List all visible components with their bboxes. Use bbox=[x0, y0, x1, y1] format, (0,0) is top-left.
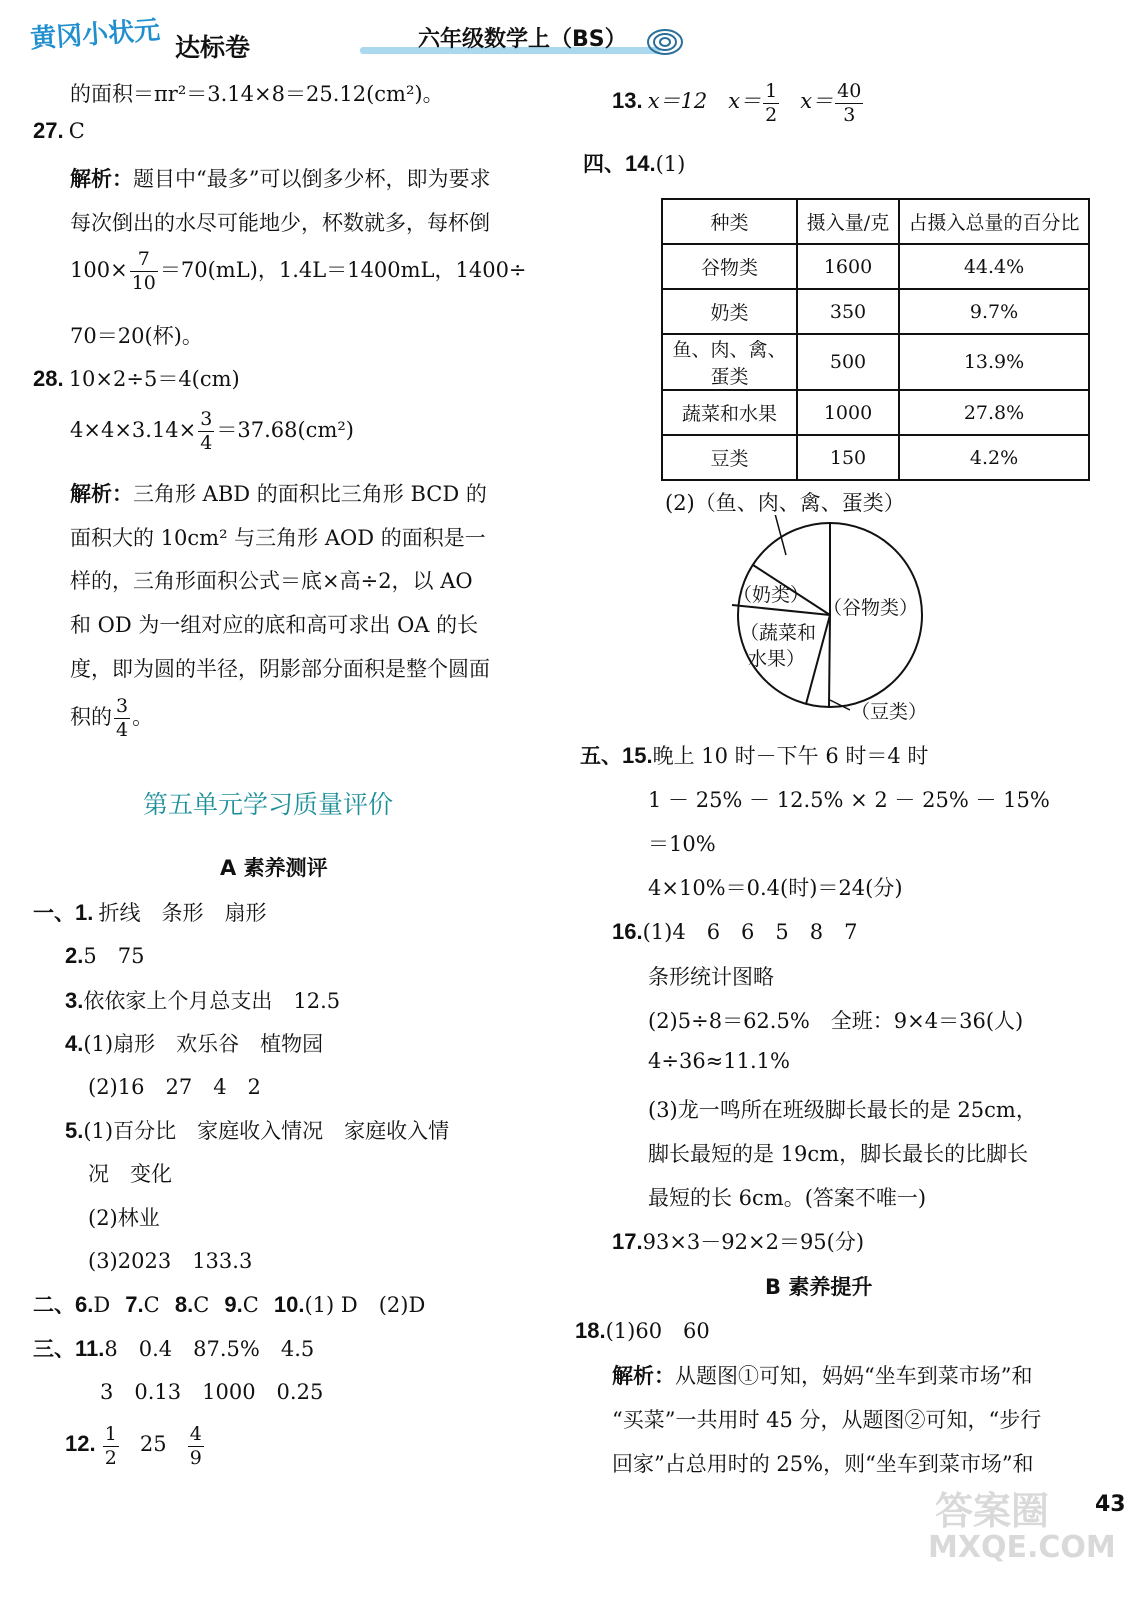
answer: 折线 条形 扇形 bbox=[98, 901, 267, 925]
question-27 bbox=[33, 118, 85, 144]
answer-line: (2)5÷8＝62.5% 全班：9×4＝36(人) bbox=[648, 1009, 1024, 1033]
answer: D bbox=[93, 1293, 111, 1317]
fraction bbox=[130, 250, 158, 293]
calc-line bbox=[70, 410, 354, 453]
explanation-label: 解析： bbox=[70, 167, 133, 191]
answer: x＝12 x＝ bbox=[647, 89, 762, 113]
explanation-text: 三角形 ABD 的面积比三角形 BCD 的 bbox=[133, 482, 487, 506]
explanation-label: 解析： bbox=[612, 1364, 675, 1388]
question-number: 14. bbox=[625, 151, 656, 176]
explanation-text: 。 bbox=[132, 705, 154, 729]
question-12 bbox=[65, 1425, 206, 1468]
table-cell: 1600 bbox=[797, 244, 899, 289]
answer: C bbox=[68, 119, 85, 143]
explanation-text: 从题图①可知，妈妈“坐车到菜市场”和 bbox=[675, 1364, 1033, 1388]
answer: C bbox=[242, 1293, 259, 1317]
watermark: 答案圈 bbox=[935, 1489, 1050, 1533]
table-cell: 27.8% bbox=[899, 390, 1089, 435]
denominator: 3 bbox=[843, 104, 856, 126]
explanation-line bbox=[70, 478, 487, 508]
table-header-row bbox=[662, 199, 1089, 244]
answer: x＝ bbox=[800, 89, 834, 113]
section-label: 三、 bbox=[33, 1337, 75, 1361]
answer: 25 bbox=[139, 1432, 167, 1456]
question-number: 1. bbox=[75, 900, 94, 925]
question-4 bbox=[65, 1028, 323, 1058]
question-number: 9. bbox=[224, 1292, 243, 1317]
denominator: 4 bbox=[200, 432, 213, 454]
calc-text: 4×4×3.14× bbox=[70, 418, 197, 442]
fraction bbox=[114, 697, 130, 740]
denominator: 2 bbox=[104, 1447, 117, 1469]
explanation-line: 面积大的 10cm² 与三角形 AOD 的面积是一 bbox=[70, 526, 486, 550]
question-28 bbox=[33, 363, 240, 393]
question-number: 10. bbox=[273, 1292, 305, 1317]
fraction bbox=[763, 82, 779, 125]
explanation-line: “买菜”一共用时 45 分，从题图②可知，“步行 bbox=[612, 1408, 1042, 1432]
table-header: 摄入量/克 bbox=[797, 199, 899, 244]
question-17 bbox=[612, 1226, 864, 1256]
pie-label-veg: 水果） bbox=[748, 648, 806, 670]
question-1 bbox=[33, 897, 266, 927]
answer: 93×3－92×2＝95(分) bbox=[642, 1230, 865, 1254]
calc-line: 4×10%＝0.4(时)＝24(分) bbox=[648, 876, 903, 900]
question-number: 27. bbox=[33, 118, 64, 143]
table-cell: 500 bbox=[797, 334, 899, 390]
calc-text: 100× bbox=[70, 258, 128, 282]
table-cell: 奶类 bbox=[662, 289, 797, 334]
answer: (1)百分比 家庭收入情况 家庭收入情 bbox=[83, 1119, 450, 1143]
question-number: 13. bbox=[612, 88, 643, 113]
question-16 bbox=[612, 916, 858, 946]
table-header: 占摄入总量的百分比 bbox=[899, 199, 1089, 244]
answer-line: 4÷36≈11.1% bbox=[648, 1049, 790, 1073]
section-label: 五、 bbox=[580, 744, 622, 768]
table-cell: 鱼、肉、禽、蛋类 bbox=[662, 334, 797, 390]
explanation-line bbox=[70, 163, 490, 193]
section-2-answers bbox=[33, 1289, 425, 1319]
table-cell: 4.2% bbox=[899, 435, 1089, 480]
pie-label-grain: （谷物类） bbox=[823, 597, 919, 619]
fraction bbox=[188, 1425, 204, 1468]
table-row bbox=[662, 244, 1089, 289]
question-number: 17. bbox=[612, 1229, 643, 1254]
explanation-line: 回家”占总用时的 25%，则“坐车到菜市场”和 bbox=[612, 1452, 1034, 1476]
answer: C bbox=[193, 1293, 210, 1317]
explanation-line: 样的，三角形面积公式＝底×高÷2，以 AO bbox=[70, 569, 473, 593]
table-row bbox=[662, 334, 1089, 390]
series-title: 达标卷 bbox=[175, 33, 251, 62]
table-cell: 44.4% bbox=[899, 244, 1089, 289]
table-cell: 1000 bbox=[797, 390, 899, 435]
question-number: 8. bbox=[174, 1292, 194, 1317]
explanation-line: 度，即为圆的半径，阴影部分面积是整个圆面 bbox=[70, 657, 490, 681]
answer: 5 75 bbox=[83, 944, 145, 968]
calc-text: ＝70(mL)，1.4L＝1400mL，1400÷ bbox=[159, 258, 527, 282]
subject-title: 六年级数学上（BS） bbox=[418, 27, 627, 52]
food-intake-table bbox=[661, 198, 1090, 481]
answer-line: 3 0.13 1000 0.25 bbox=[100, 1380, 324, 1404]
pie-label-milk: （奶类） bbox=[733, 584, 810, 606]
question-number: 28. bbox=[33, 366, 64, 391]
denominator: 10 bbox=[131, 272, 156, 294]
question-number: 15. bbox=[622, 743, 653, 768]
answer-line: 脚长最短的是 19cm，脚长最长的比脚长 bbox=[648, 1142, 1029, 1166]
unit-title: 第五单元学习质量评价 bbox=[143, 790, 394, 819]
answer: (1)4 6 6 5 8 7 bbox=[642, 920, 858, 944]
answer-line: (3)龙一鸣所在班级脚长最长的是 25cm， bbox=[648, 1098, 1037, 1122]
section-a-title: A 素养测评 bbox=[220, 856, 328, 880]
answer: (1) D (2)D bbox=[304, 1293, 426, 1317]
question-3 bbox=[65, 985, 340, 1015]
table-row bbox=[662, 435, 1089, 480]
calc-line: ＝10% bbox=[648, 832, 716, 856]
numerator: 3 bbox=[116, 695, 129, 717]
denominator: 2 bbox=[765, 104, 778, 126]
question-18 bbox=[575, 1315, 710, 1345]
section-b-title: B 素养提升 bbox=[765, 1275, 873, 1299]
answer: 晚上 10 时－下午 6 时＝4 时 bbox=[652, 744, 929, 768]
table-row bbox=[662, 289, 1089, 334]
answer: (1) bbox=[655, 152, 686, 176]
explanation-label: 解析： bbox=[70, 482, 133, 506]
calc-line: 1 － 25% － 12.5% × 2 － 25% － 15% bbox=[648, 788, 1050, 812]
table-cell: 谷物类 bbox=[662, 244, 797, 289]
section-label: 一、 bbox=[33, 901, 75, 925]
fraction bbox=[835, 82, 863, 125]
fraction bbox=[103, 1425, 119, 1468]
explanation-line: 每次倒出的水尽可能地少，杯数就多，每杯倒 bbox=[70, 211, 490, 235]
explanation-line bbox=[70, 697, 153, 740]
question-number: 5. bbox=[65, 1118, 84, 1143]
table-cell: 豆类 bbox=[662, 435, 797, 480]
answer: (1)扇形 欢乐谷 植物园 bbox=[83, 1032, 324, 1056]
section-label: 二、 bbox=[33, 1293, 75, 1317]
question-number: 18. bbox=[575, 1318, 606, 1343]
explanation-text: 题目中“最多”可以倒多少杯，即为要求 bbox=[133, 167, 491, 191]
question-number: 7. bbox=[125, 1292, 144, 1317]
numerator: 1 bbox=[765, 80, 778, 102]
question-5 bbox=[65, 1115, 449, 1145]
question-14 bbox=[583, 148, 685, 178]
question-number: 2. bbox=[65, 943, 84, 968]
table-header: 种类 bbox=[662, 199, 797, 244]
calc-text: ＝37.68(cm²) bbox=[216, 418, 354, 442]
table-cell: 13.9% bbox=[899, 334, 1089, 390]
answer: (1)60 60 bbox=[605, 1319, 710, 1343]
numerator: 7 bbox=[130, 250, 158, 272]
pie-divider bbox=[829, 615, 830, 707]
explanation-text: 积的 bbox=[70, 705, 112, 729]
numerator: 3 bbox=[200, 408, 213, 430]
question-number: 3. bbox=[65, 988, 84, 1013]
spiral-icon bbox=[645, 26, 685, 58]
table-cell: 9.7% bbox=[899, 289, 1089, 334]
numerator: 4 bbox=[189, 1423, 202, 1445]
question-15 bbox=[580, 740, 928, 770]
watermark: MXQE.COM bbox=[928, 1530, 1116, 1565]
question-number: 6. bbox=[75, 1292, 94, 1317]
table-cell: 150 bbox=[797, 435, 899, 480]
fraction bbox=[198, 410, 214, 453]
answer: 10×2÷5＝4(cm) bbox=[68, 367, 240, 391]
pie-label-veg: （蔬菜和 bbox=[740, 622, 817, 644]
page-number: 43 bbox=[1095, 1492, 1126, 1517]
answer-line: (2)林业 bbox=[88, 1206, 160, 1230]
table-cell: 蔬菜和水果 bbox=[662, 390, 797, 435]
text-line: 的面积＝πr²＝3.14×8＝25.12(cm²)。 bbox=[70, 82, 444, 106]
answer: 8 0.4 87.5% 4.5 bbox=[104, 1337, 315, 1361]
question-11 bbox=[33, 1333, 314, 1363]
question-number: 11. bbox=[75, 1336, 105, 1361]
table-cell: 350 bbox=[797, 289, 899, 334]
explanation-line bbox=[612, 1360, 1032, 1390]
table-row bbox=[662, 390, 1089, 435]
numerator: 1 bbox=[104, 1423, 117, 1445]
answer-line: 条形统计图略 bbox=[648, 965, 774, 989]
question-13 bbox=[612, 82, 865, 125]
answer-line: (3)2023 133.3 bbox=[88, 1249, 253, 1273]
explanation-line: 和 OD 为一组对应的底和高可求出 OA 的长 bbox=[70, 613, 479, 637]
pie-label-bean: （豆类） bbox=[851, 701, 928, 723]
brand-logo: 黄冈小状元 bbox=[29, 15, 162, 55]
numerator: 40 bbox=[837, 80, 862, 102]
denominator: 4 bbox=[116, 719, 129, 741]
answer: 依依家上个月总支出 12.5 bbox=[83, 989, 341, 1013]
calc-line: 70＝20(杯)。 bbox=[70, 324, 203, 348]
question-number: 16. bbox=[612, 919, 643, 944]
answer-line: 最短的长 6cm。(答案不唯一) bbox=[648, 1186, 927, 1210]
section-label: 四、 bbox=[583, 152, 625, 176]
question-number: 4. bbox=[65, 1031, 84, 1056]
answer: C bbox=[143, 1293, 160, 1317]
denominator: 9 bbox=[189, 1447, 202, 1469]
answer-line: (2)16 27 4 2 bbox=[88, 1075, 261, 1099]
question-number: 12. bbox=[65, 1431, 96, 1456]
answer-line: 况 变化 bbox=[88, 1162, 172, 1186]
pie-caption: (2)（鱼、肉、禽、蛋类） bbox=[665, 491, 905, 515]
calc-line bbox=[70, 250, 527, 293]
question-2 bbox=[65, 940, 144, 970]
